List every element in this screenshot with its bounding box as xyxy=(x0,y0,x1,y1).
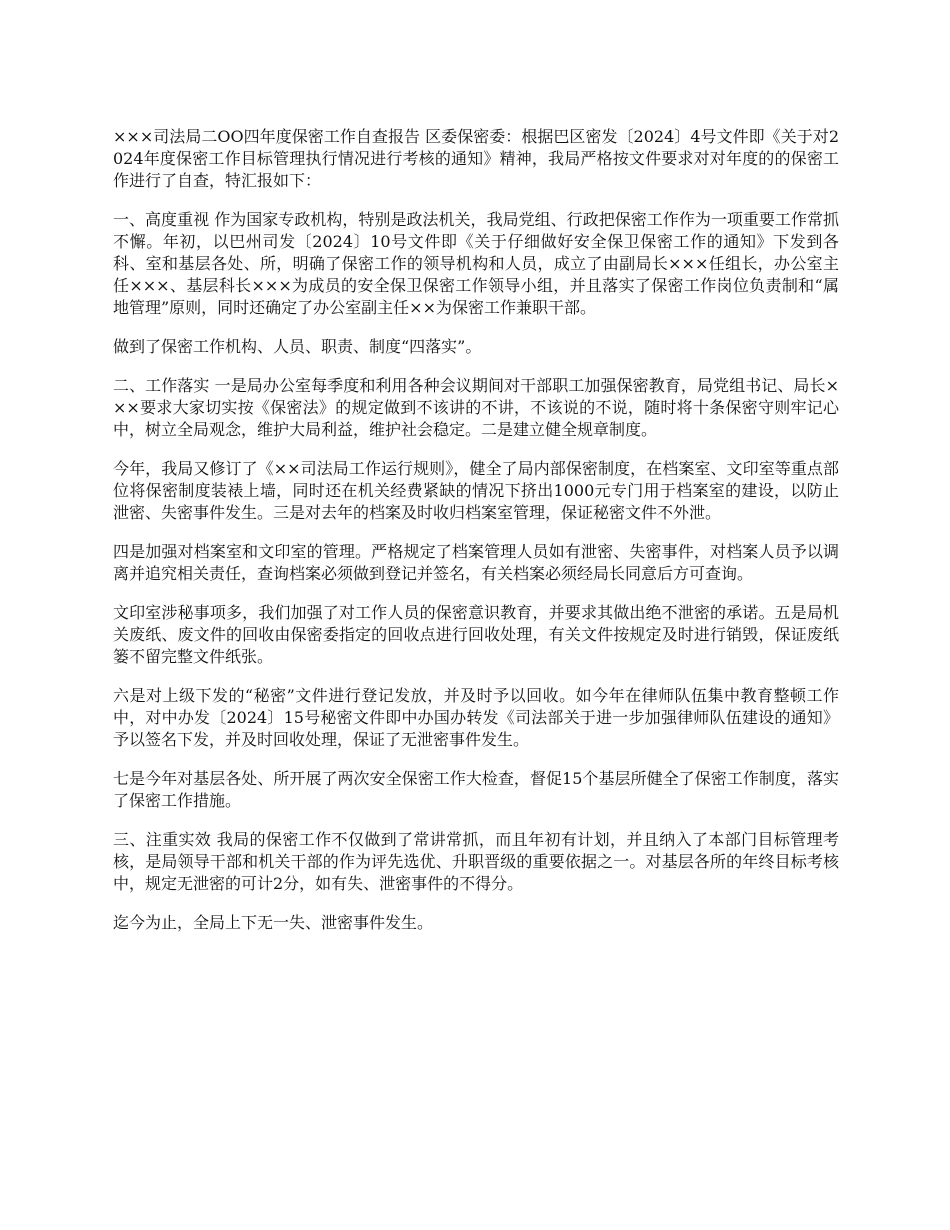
section-one-paragraph: 一、高度重视 作为国家专政机构，特别是政法机关，我局党组、行政把保密工作作为一项重要工作常抓不懈。年初，以巴州司发〔2024〕10号文件即《关于仔细做好安全保卫保密工作的通知》下发到各科、室和基层各处、所，明确了保密工作的领导机构和人员，成立了由副局长×××任组长，办公室主任×××、基层科长×××为成员的安全保卫保密工作领导小组，并且落实了保密工作岗位负责制和“属地管理”原则，同时还确定了办公室副主任××为保密工作兼职干部。 xyxy=(113,210,839,317)
inspection-paragraph: 七是今年对基层各处、所开展了两次安全保密工作大检查，督促15个基层所健全了保密工作制度，落实了保密工作措施。 xyxy=(113,769,839,810)
section-three-paragraph: 三、注重实效 我局的保密工作不仅做到了常讲常抓，而且年初有计划，并且纳入了本部门目标管理考核，是局领导干部和机关干部的作为评先选优、升职晋级的重要依据之一。对基层各所的年终目标考核中，规定无泄密的可计2分，如有失、泄密事件的不得分。 xyxy=(113,830,839,893)
document-page xyxy=(113,126,839,951)
section-two-paragraph: 二、工作落实 一是局办公室每季度和利用各种会议期间对干部职工加强保密教育，局党组书记、局长×××要求大家切实按《保密法》的规定做到不该讲的不讲，不该说的不说，随时将十条保密守则牢记心中，树立全局观念，维护大局利益，维护社会稳定。二是建立健全规章制度。 xyxy=(113,376,839,439)
rules-revision-paragraph: 今年，我局又修订了《××司法局工作运行规则》，健全了局内部保密制度，在档案室、文印室等重点部位将保密制度装裱上墙，同时还在机关经费紧缺的情况下挤出1000元专门用于档案室的建设，以防止泄密、失密事件发生。三是对去年的档案及时收归档案室管理，保证秘密文件不外泄。 xyxy=(113,459,839,522)
conclusion-paragraph: 迄今为止，全局上下无一失、泄密事件发生。 xyxy=(113,913,434,932)
four-implementations-paragraph: 做到了保密工作机构、人员、职责、制度“四落实”。 xyxy=(113,337,482,356)
report-intro-paragraph: ×××司法局二OO四年度保密工作自查报告 区委保密委：根据巴区密发〔2024〕4号文件即《关于对2024年度保密工作目标管理执行情况进行考核的通知》精神，我局严格按文件要求对对年度的的保密工作进行了自查，特汇报如下： xyxy=(113,127,839,190)
secret-documents-paragraph: 六是对上级下发的“秘密”文件进行登记发放，并及时予以回收。如今年在律师队伍集中教育整顿工作中，对中办发〔2024〕15号秘密文件即中办国办转发《司法部关于进一步加强律师队伍建设的通知》予以签名下发，并及时回收处理，保证了无泄密事件发生。 xyxy=(113,686,839,749)
archive-management-paragraph: 四是加强对档案室和文印室的管理。严格规定了档案管理人员如有泄密、失密事件，对档案人员予以调离并追究相关责任，查询档案必须做到登记并签名，有关档案必须经局长同意后方可查询。 xyxy=(113,542,839,583)
print-room-paragraph: 文印室涉秘事项多，我们加强了对工作人员的保密意识教育，并要求其做出绝不泄密的承诺。五是局机关废纸、废文件的回收由保密委指定的回收点进行回收处理，有关文件按规定及时进行销毁，保证废纸篓不留完整文件纸张。 xyxy=(113,603,839,666)
